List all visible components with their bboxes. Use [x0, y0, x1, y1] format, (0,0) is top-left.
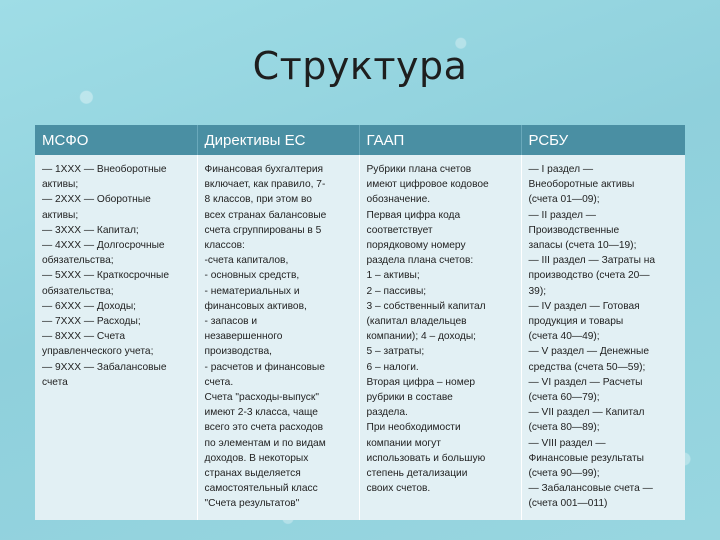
table-row	[35, 155, 685, 520]
header-gaap: ГААП	[359, 125, 521, 155]
header-msfo: МСФО	[35, 125, 197, 155]
cell-rsbu: — I раздел — Внеоборотные активы (счета 01—09); — II раздел — Производственные запасы (счета 10—19); — III раздел — Затраты на производство (счета 20— 39); — IV раздел — Готовая продукция и товары (счета 40—49); — V раздел — Денежные средства (счета 50—59); — VI раздел — Расчеты (счета 60—79); — VII раздел — Капитал (счета 80—89); — VIII раздел — Финансовые результаты (счета 90—99); — Забалансовые счета — (счета 001—011)	[521, 155, 685, 520]
cell-gaap: Рубрики плана счетов имеют цифровое кодовое обозначение. Первая цифра кода соответствует порядковому номеру раздела плана счетов: 1 – активы; 2 – пассивы; 3 – собственный капитал (капитал владельцев компании); 4 – доходы; 5 – затраты; 6 – налоги. Вторая цифра – номер рубрики в составе раздела. При необходимости компании могут использовать и большую степень детализации своих счетов.	[359, 155, 521, 520]
header-eu-directives: Директивы ЕС	[197, 125, 359, 155]
header-rsbu: РСБУ	[521, 125, 685, 155]
page-title: Структура	[252, 44, 468, 88]
comparison-table	[35, 125, 685, 520]
cell-msfo: — 1XXX — Внеоборотные активы; — 2XXX — Оборотные активы; — 3XXX — Капитал; — 4XXX — Долгосрочные обязательства; — 5XXX — Краткосрочные обязательства; — 6XXX — Доходы; — 7XXX — Расходы; — 8XXX — Счета управленческого учета; — 9XXX — Забалансовые счета	[35, 155, 197, 520]
table-header-row	[35, 125, 685, 155]
cell-eu-directives: Финансовая бухгалтерия включает, как правило, 7- 8 классов, при этом во всех странах балансовые счета сгруппированы в 5 классов: -счета капиталов, - основных средств, - нематериальных и финансовых активов, - запасов и незавершенного производства, - расчетов и финансовые счета. Счета "расходы-выпуск" имеют 2-3 класса, чаще всего это счета расходов по элементам и по видам доходов. В некоторых странах выделяется самостоятельный класс "Счета результатов"	[197, 155, 359, 520]
